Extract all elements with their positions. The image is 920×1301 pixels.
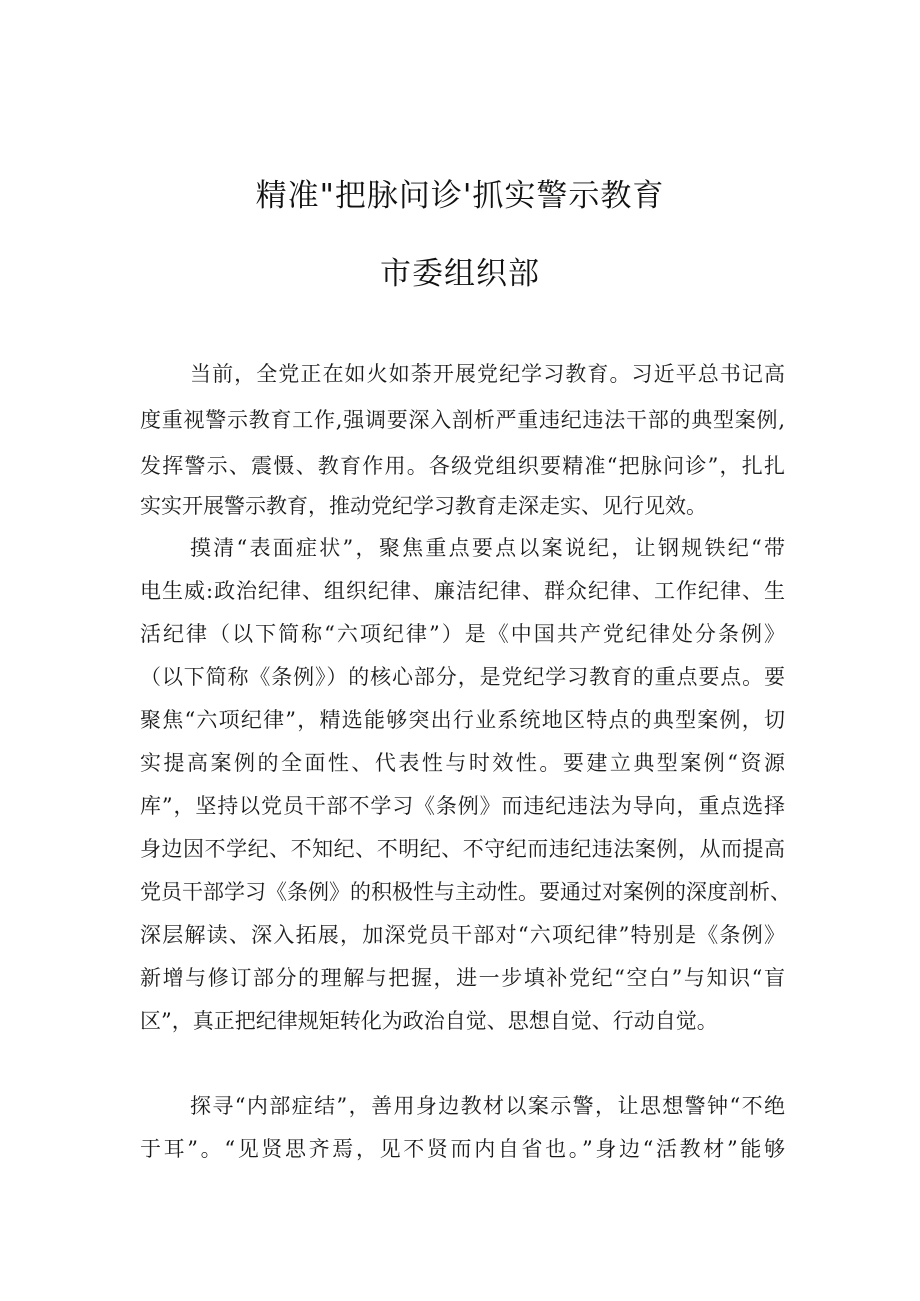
paragraph-line: 区”，真正把纪律规矩转化为政治自觉、思想自觉、行动自觉。 [140,1009,718,1033]
paragraph-line: 新增与修订部分的理解与把握，进一步填补党纪“空白”与知识“盲 [140,966,785,990]
paragraph-line: 实提高案例的全面性、代表性与时效性。要建立典型案例“资源 [140,751,785,775]
paragraph-line: 聚焦“六项纪律”，精选能够突出行业系统地区特点的典型案例，切 [140,708,785,732]
paragraph-line: （以下简称《条例》）的核心部分，是党纪学习教育的重点要点。要 [140,665,785,689]
paragraph-line: 深层解读、深入拓展，加深党员干部对“六项纪律”特别是《条例》 [140,923,785,947]
paragraph-line: 身边因不学纪、不知纪、不明纪、不守纪而违纪违法案例，从而提高 [140,837,785,861]
paragraph-line: 摸清“表面症状”，聚焦重点要点以案说纪，让钢规铁纪“带 [190,536,785,560]
paragraph-line: 当前，全党正在如火如荼开展党纪学习教育。习近平总书记高 [190,362,785,386]
document-author: 市委组织部 [380,256,540,292]
paragraph-line: 发挥警示、震慑、教育作用。各级党组织要精准“把脉问诊”，扎扎 [140,454,785,478]
paragraph-line: 活纪律（以下简称“六项纪律”）是《中国共产党纪律处分条例》 [140,622,785,646]
paragraph-line: 党员干部学习《条例》的积极性与主动性。要通过对案例的深度剖析、 [140,880,791,904]
document-title: 精准"把脉问诊'抓实警示教育 [255,178,665,214]
paragraph-line: 度重视警示教育工作,强调要深入剖析严重违纪违法干部的典型案例, [140,408,785,432]
paragraph-line: 于耳”。“见贤思齐焉，见不贤而内自省也。”身边“活教材”能够 [140,1137,785,1161]
paragraph-line: 库”，坚持以党员干部不学习《条例》而违纪违法为导向，重点选择 [140,794,785,818]
paragraph-line: 电生威:政治纪律、组织纪律、廉洁纪律、群众纪律、工作纪律、生 [140,579,785,603]
paragraph-line: 探寻“内部症结”，善用身边教材以案示警，让思想警钟“不绝 [190,1094,785,1118]
paragraph-line: 实实开展警示教育，推动党纪学习教育走深走实、见行见效。 [140,494,707,518]
